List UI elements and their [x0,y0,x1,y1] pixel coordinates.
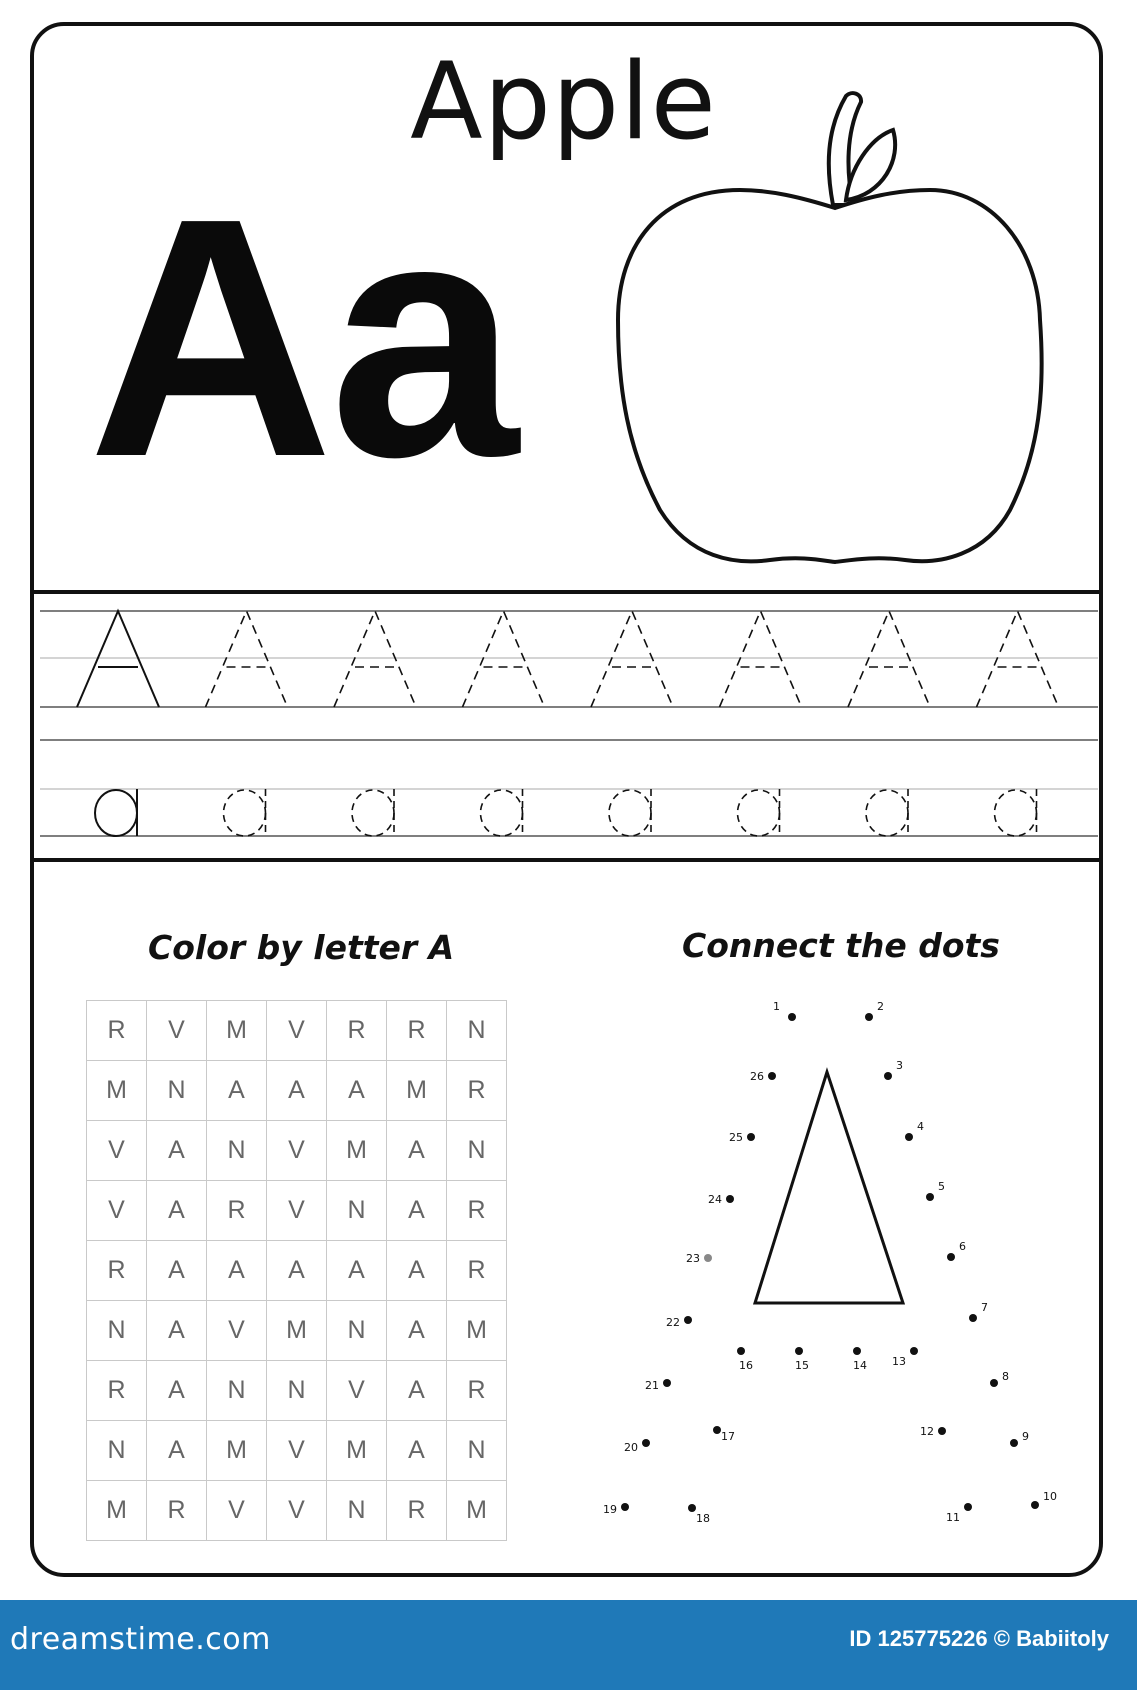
dot-label-24: 24 [708,1193,722,1206]
grid-cell[interactable]: N [447,1421,507,1481]
dot-15[interactable] [795,1347,803,1355]
footer-bar [0,1600,1137,1690]
dot-17[interactable] [713,1426,721,1434]
grid-cell[interactable]: V [327,1361,387,1421]
grid-cell[interactable]: M [387,1061,447,1121]
dot-label-10: 10 [1043,1490,1057,1503]
grid-cell[interactable]: V [267,1181,327,1241]
grid-cell[interactable]: N [327,1181,387,1241]
grid-cell[interactable]: V [267,1001,327,1061]
dot-12[interactable] [938,1427,946,1435]
grid-cell[interactable]: N [447,1121,507,1181]
dot-label-1: 1 [773,1000,780,1013]
dot-26[interactable] [768,1072,776,1080]
grid-cell[interactable]: R [327,1001,387,1061]
dot-label-16: 16 [739,1359,753,1372]
dot-13[interactable] [910,1347,918,1355]
connect-dots-title: Connect the dots [682,926,1000,965]
grid-cell[interactable]: R [447,1241,507,1301]
grid-cell[interactable]: V [267,1421,327,1481]
grid-cell[interactable]: A [387,1241,447,1301]
grid-cell[interactable]: N [327,1481,387,1541]
grid-cell[interactable]: A [387,1361,447,1421]
dot-18[interactable] [688,1504,696,1512]
dot-21[interactable] [663,1379,671,1387]
grid-cell[interactable]: R [387,1481,447,1541]
grid-cell[interactable]: A [387,1181,447,1241]
grid-cell[interactable]: V [267,1481,327,1541]
dot-label-7: 7 [981,1301,988,1314]
grid-cell[interactable]: V [87,1121,147,1181]
grid-cell[interactable]: A [327,1241,387,1301]
grid-cell[interactable]: M [447,1481,507,1541]
dot-20[interactable] [642,1439,650,1447]
dot-16[interactable] [737,1347,745,1355]
grid-cell[interactable]: R [447,1361,507,1421]
grid-cell[interactable]: A [207,1241,267,1301]
dot-label-17: 17 [721,1430,735,1443]
dot-label-2: 2 [877,1000,884,1013]
grid-cell[interactable]: A [147,1121,207,1181]
grid-cell[interactable]: R [87,1241,147,1301]
dot-4[interactable] [905,1133,913,1141]
dot-3[interactable] [884,1072,892,1080]
dot-label-19: 19 [603,1503,617,1516]
dot-5[interactable] [926,1193,934,1201]
grid-cell[interactable]: R [147,1481,207,1541]
dot-24[interactable] [726,1195,734,1203]
grid-cell[interactable]: A [207,1061,267,1121]
dot-label-5: 5 [938,1180,945,1193]
grid-cell[interactable]: V [207,1481,267,1541]
grid-cell[interactable]: R [447,1061,507,1121]
dot-label-25: 25 [729,1131,743,1144]
grid-cell[interactable]: V [207,1301,267,1361]
dot-label-12: 12 [920,1425,934,1438]
dot-label-18: 18 [696,1512,710,1525]
grid-cell[interactable]: M [327,1421,387,1481]
color-by-letter-title: Color by letter A [148,928,455,967]
grid-cell[interactable]: M [447,1301,507,1361]
dot-8[interactable] [990,1379,998,1387]
grid-cell[interactable]: N [327,1301,387,1361]
grid-cell[interactable]: A [267,1061,327,1121]
grid-cell[interactable]: N [207,1361,267,1421]
dot-7[interactable] [969,1314,977,1322]
grid-cell[interactable]: N [207,1121,267,1181]
inner-triangle [755,1072,903,1303]
grid-cell[interactable]: N [87,1301,147,1361]
dot-25[interactable] [747,1133,755,1141]
grid-cell[interactable]: R [207,1181,267,1241]
grid-cell[interactable]: A [267,1241,327,1301]
big-letters: Aa [88,148,515,528]
footer-id: ID 125775226 © Babiitoly [849,1626,1109,1651]
dot-label-15: 15 [795,1359,809,1372]
grid-cell[interactable]: M [87,1061,147,1121]
grid-cell[interactable]: R [87,1361,147,1421]
grid-cell[interactable]: V [147,1001,207,1061]
dot-label-3: 3 [896,1059,903,1072]
grid-cell[interactable]: M [207,1001,267,1061]
dot-19[interactable] [621,1503,629,1511]
grid-cell[interactable]: A [147,1181,207,1241]
grid-cell[interactable]: M [87,1481,147,1541]
word-title: Apple [410,40,717,163]
dot-label-6: 6 [959,1240,966,1253]
grid-cell[interactable]: A [147,1301,207,1361]
grid-cell[interactable]: A [327,1061,387,1121]
dot-label-20: 20 [624,1441,638,1454]
grid-cell[interactable]: N [147,1061,207,1121]
dot-9[interactable] [1010,1439,1018,1447]
grid-cell[interactable]: V [267,1121,327,1181]
grid-cell[interactable]: A [387,1421,447,1481]
dot-label-21: 21 [645,1379,659,1392]
dot-11[interactable] [964,1503,972,1511]
grid-cell[interactable]: M [267,1301,327,1361]
dot-label-26: 26 [750,1070,764,1083]
dot-label-8: 8 [1002,1370,1009,1383]
dot-10[interactable] [1031,1501,1039,1509]
grid-cell[interactable]: A [387,1301,447,1361]
grid-cell[interactable]: A [147,1361,207,1421]
dot-label-4: 4 [917,1120,924,1133]
dot-22[interactable] [684,1316,692,1324]
grid-cell[interactable]: R [387,1001,447,1061]
grid-cell[interactable]: M [327,1121,387,1181]
dot-14[interactable] [853,1347,861,1355]
dot-label-13: 13 [892,1355,906,1368]
grid-cell[interactable]: N [267,1361,327,1421]
grid-cell[interactable]: N [447,1001,507,1061]
dot-2[interactable] [865,1013,873,1021]
grid-cell[interactable]: R [447,1181,507,1241]
grid-cell[interactable]: R [87,1001,147,1061]
grid-cell[interactable]: A [147,1421,207,1481]
dot-label-23: 23 [686,1252,700,1265]
grid-cell[interactable]: V [87,1181,147,1241]
grid-cell[interactable]: A [387,1121,447,1181]
dot-label-11: 11 [946,1511,960,1524]
grid-cell[interactable]: N [87,1421,147,1481]
dot-1[interactable] [788,1013,796,1021]
dot-label-14: 14 [853,1359,867,1372]
dot-label-9: 9 [1022,1430,1029,1443]
grid-cell[interactable]: M [207,1421,267,1481]
dot-23[interactable] [704,1254,712,1262]
dot-label-22: 22 [666,1316,680,1329]
grid-cell[interactable]: A [147,1241,207,1301]
footer-brand: dreamstime.com [10,1622,271,1657]
dot-6[interactable] [947,1253,955,1261]
